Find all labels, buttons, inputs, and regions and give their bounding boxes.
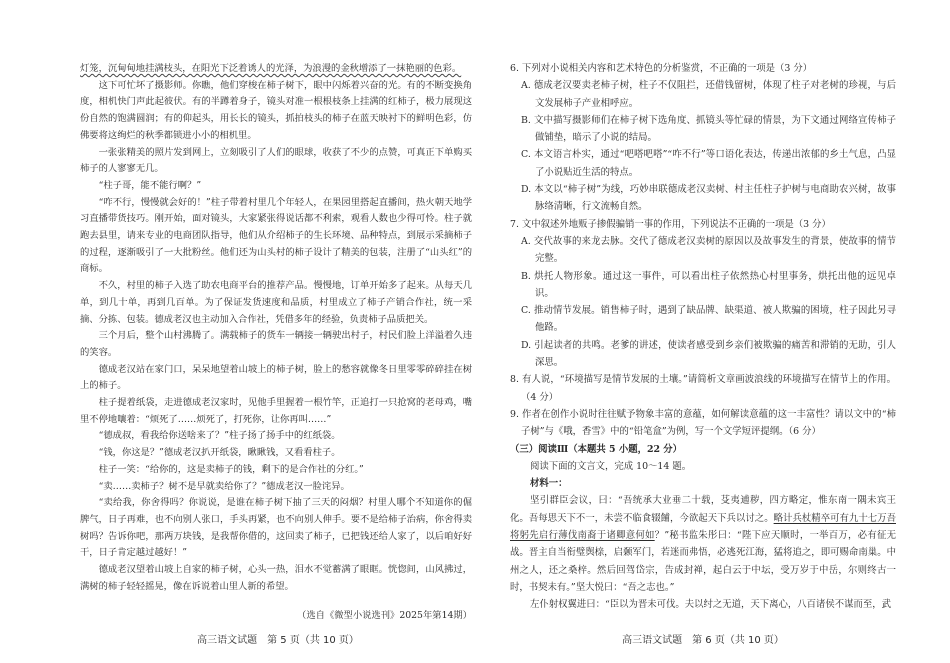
classical-text-after: ？”秘书监朱彤曰：“陛下应天顺时，一举百万，必有征无战。晋主自当衔璧舆榇，启颡军门，若迷而弗悟，必逃死江海，猛将追之，即可赐命南巢。中州之人，还之桑梓。然后回驾岱宗，告成封禅，起白云于中坛，受万岁于中岳，尔则终古一时，书契未有。”坚大悦曰：“吾之志也。”	[510, 530, 896, 593]
classical-text-before: 坚引群臣会议，曰：“吾统承大业垂二十载，芟夷逋秽，四方略定，惟东南一隅未宾王化。吾每思天下不一，未尝不临食辍餔，今欲起天下兵以讨之。	[510, 495, 896, 524]
classical-text-next-paragraph: 左仆射权翼进曰：“臣以为晋未可伐。夫以纣之无道，天下离心，八百诸侯不谋而至，武	[530, 599, 892, 611]
story-paragraph: “钱，你这是？”德成老汉扒开纸袋，瞅瞅钱，又看看柱子。	[98, 447, 341, 459]
question-stem: 6. 下列对小说相关内容和艺术特色的分析鉴赏，不正确的一项是（3 分）	[510, 63, 813, 74]
story-paragraph: 柱子一笑：“给你的，这是卖柿子的钱，剩下的是合作社的分红。”	[98, 463, 364, 475]
option-d: D. 引起读者的共鸣。老爹的讲述，使读者感受到乡亲们被欺骗的痛苦和滞销的无助，引人深思。	[521, 339, 896, 369]
wavy-underlined-environment-description: 灯笼，沉甸甸地挂满枝头，在阳光下泛着诱人的光泽，为浪漫的金秋增添了一抹艳丽的色彩。	[80, 63, 462, 74]
question-8: 8. 有人说，“环境描写是情节发展的土壤。”请简析文章画波浪线的环境描写在情节上的作用。（4 分）	[510, 374, 896, 403]
story-paragraph: 一张张精美的照片发到网上，立刻吸引了人们的眼球，收获了不少的点赞，可真正下单购买柿子的人寥寥无几。	[80, 146, 472, 175]
page-footer-left: 高三语文试题 第 5 页（共 10 页）	[197, 635, 359, 646]
story-source-citation: （选自《微型小说选刊》2025年第14期）	[297, 610, 472, 621]
material-label: 材料一：	[530, 478, 568, 490]
story-paragraph: “卖……卖柿子？树不是早就卖给你了？”德成老汉一脸诧异。	[98, 480, 350, 492]
story-paragraph: 三个月后，整个山村沸腾了。满载柿子的货车一辆接一辆驶出村子，村民们脸上洋溢着久违的笑容。	[80, 330, 472, 358]
story-paragraph: 这下可忙坏了摄影师。你瞧，他们穿梭在柿子树下，眼中闪烁着兴奋的光。有的不断变换角度，相机快门声此起彼伏。有的半蹲着身子，镜头对准一根根枝条上挂满的红柿子，极力展现这份自然的饱满圆润；有的仰起头，用长长的镜头，抓拍枝头的柿子在蓝天映衬下的鲜明色彩，仿佛要将这绚烂的秋季都锁进小小的相机里。	[80, 79, 472, 141]
story-paragraph: “柱子哥，能不能行啊？”	[98, 179, 202, 191]
story-continuation-line	[80, 61, 472, 78]
page-footer-right: 高三语文试题 第 6 页（共 10 页）	[622, 635, 784, 646]
story-paragraph: 德成老汉望着山坡上自家的柿子树，心头一热，泪水不觉蓄满了眼眶。恍惚间，山风拂过，满树的柿子轻轻摇晃，像在诉说着山里人新的希望。	[80, 564, 472, 592]
story-paragraph: “德成叔，看我给你送啥来了？”柱子扬了扬手中的红纸袋。	[98, 430, 341, 442]
section-title: （三）阅读Ⅲ（本题共 5 小题，22 分）	[510, 443, 683, 455]
option-b: B. 文中描写摄影师们在柿子树下选角度、抓镜头等忙碌的情景，为下文通过网络宣传柿子做铺垫，暗示了小说的结局。	[521, 114, 896, 144]
classical-text-paragraph	[510, 492, 896, 596]
right-page-body	[510, 60, 896, 614]
question-7	[510, 216, 896, 372]
underlined-punctuation-passage: 略计兵杖精卒可有九十七万吾将躬先启行薄伐南裔于诸卿意何如	[510, 512, 896, 542]
question-6	[510, 60, 896, 216]
section-instruction: 阅读下面的文言文，完成 10～14 题。	[530, 460, 692, 472]
left-page-body	[80, 61, 472, 596]
story-paragraph: 德成老汉站在家门口，呆呆地望着山坡上的柿子树，脸上的愁容就像冬日里零零碎碎挂在树上的柿子。	[80, 363, 472, 392]
story-paragraph: 不久，村里的柿子入选了助农电商平台的推荐产品。慢慢地，订单开始多了起来。从每天几单，到几十单，再到几百单。为了保证发货速度和品质，村里成立了柿子产销合作社，统一采摘、分拣、包装。德成老汉也主动加入合作社，凭借多年的经验，负责柿子品质把关。	[80, 280, 472, 325]
option-b: B. 烘托人物形象。通过这一事件，可以看出柱子依然热心村里事务，烘托出他的远见卓识。	[521, 270, 896, 299]
question-stem: 7. 文中叙述外地贩子掺假骗销一事的作用，下列说法不正确的一项是（3 分）	[510, 218, 831, 230]
option-c: C. 推动情节发展。销售柿子时，遇到了缺品牌、缺渠道、被人欺骗的困境，柱子因此另寻他路。	[521, 305, 896, 334]
story-paragraph: “卖给我，你舍得吗？你说说，是谁在柿子树下抽了三天的闷烟？村里人哪个不知道你的倔脾气，日子再难，也不向别人张口，手头再紧，也不向别人伸手。要不是给柿子治病，你舍得卖树吗？告诉你吧，那两万块钱，是我帮你借的，这回卖了柿子，已把钱还给人家了，以后咱好好干，日子肯定越过越好！”	[80, 497, 472, 559]
story-paragraph: “咋不行，慢慢就会好的！”柱子带着村里几个年轻人，在果园里搭起直播间，热火朝天地学习直播带货技巧。刚开始，面对镜头，大家紧张得说话都不利索，观看人数也少得可怜。柱子就跑去县里，请来专业的电商团队指导，他们从介绍柿子的生长环境、品种特点，到展示采摘柿子的过程，逐渐吸引了一大批粉丝。他们还为山头村的柿子设计了精美的包装，注册了“山头红”的商标。	[80, 196, 472, 275]
option-d: D. 本文以“柿子树”为线，巧妙串联德成老汉卖树、村主任柱子护树与电商助农兴树，故事脉络清晰，行文流畅自然。	[521, 184, 896, 213]
question-9: 9. 作者在创作小说时往往赋予物象丰富的意蕴，如何解读意蕴的这一丰富性？请以文中的“柿子树”与《哦，香雪》中的“铅笔盒”为例，写一个文学短评提纲。（6 分）	[510, 408, 896, 438]
option-a: A. 交代故事的来龙去脉。交代了德成老汉卖树的原因以及故事发生的背景，使故事的情节完整。	[521, 235, 896, 265]
story-paragraph: 柱子提着纸袋，走进德成老汉家时，见他手里握着一根竹竿，正追打一只抢窝的老母鸡，嘴里不停地嚷着：“烦死了……烦死了，打死你，让你再叫……”	[80, 397, 472, 425]
option-c: C. 本文语言朴实，通过“吧嗒吧嗒”“咋不行”等口语化表达，传递出浓郁的乡土气息，凸显了小说贴近生活的特点。	[521, 149, 896, 178]
option-a: A. 德成老汉要卖老柿子树，柱子不仅阻拦，还借钱留树，体现了柱子对老树的珍视，与后文发展柿子产业相呼应。	[521, 80, 896, 109]
